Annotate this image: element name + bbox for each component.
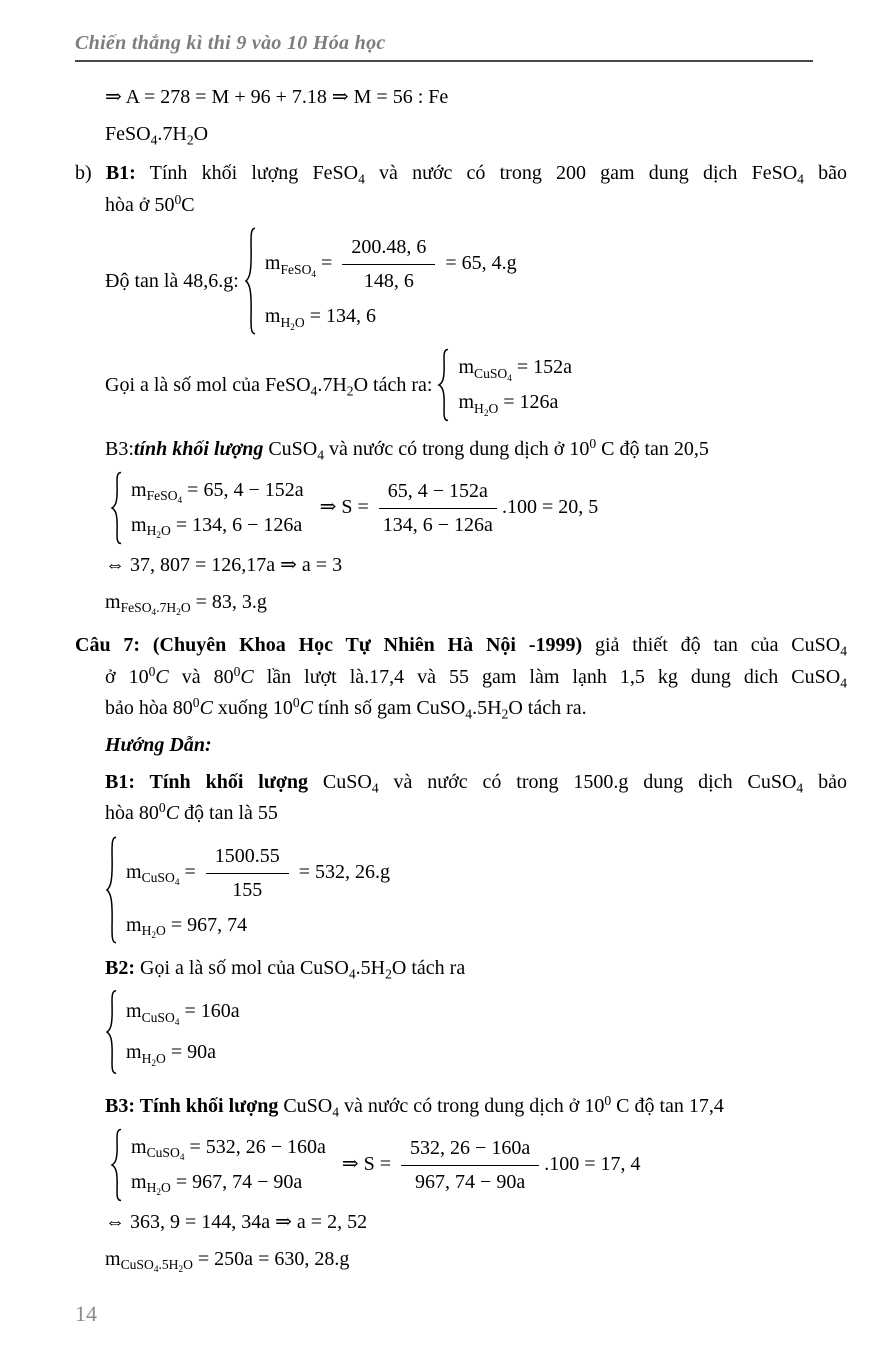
case-row: $m_{CuSO_4} = 152a$ [458, 356, 573, 383]
case-row: $m_{CuSO_4} = 532$, 26 − 160a [131, 1135, 326, 1163]
mass-system [105, 835, 845, 945]
step-b2-line: B2: Gọi a là số mol của $CuSO_4.5H_2O$ tách ra [105, 956, 466, 982]
cases-system [110, 1128, 326, 1202]
solubility-label: Độ tan là 48,6.g: [105, 269, 244, 292]
left-brace-icon [244, 226, 257, 336]
left-brace-icon [437, 348, 450, 422]
paragraph-line: bảo hòa $80^0C$ xuống $10^0C$ tính số gam $CuSO_4.5H_2O$ tách ra. [105, 695, 587, 722]
paragraph-line: hòa ở $50^0C$ [105, 191, 195, 216]
step-b3-heading: B3:tính khối lượng CuSO$_4$ và nước có trong dung dịch ở $10^0$ C độ tan 20,5 [105, 436, 709, 463]
step-b1-paragraph [75, 158, 845, 221]
case-row: $m_{H_2O} = 134$, 6 − 126a [131, 513, 303, 541]
left-brace-icon [105, 989, 118, 1075]
hydrate-formula-line: $FeSO_4.7H_2O$ [105, 122, 209, 147]
paragraph-line: hòa $80^0C$ độ tan là 55 [105, 800, 278, 825]
left-brace-icon [110, 1128, 123, 1202]
left-brace-icon [105, 835, 118, 945]
cases-system [437, 348, 572, 422]
hydrate-mass-result: $m_{FeSO_4.7H_2O} = 83$, 3.g [105, 590, 267, 617]
cases-rows [123, 471, 304, 545]
cases-rows [123, 1128, 326, 1202]
cases-system [244, 226, 517, 336]
cases-rows [118, 835, 390, 945]
case-row: $m_{H_2O} = 967$, 74 [126, 913, 248, 941]
cases-system [105, 989, 240, 1075]
cases-system [105, 835, 390, 945]
solubility-equation-system [110, 471, 845, 545]
cases-system [110, 471, 304, 545]
case-row: $m_{H_2O} = 90a$ [126, 1041, 216, 1068]
case-row: $m_{H_2O} = 134$, 6 [264, 305, 376, 332]
header-rule [75, 60, 813, 62]
equation-solve-a: ⇔ 37, 807 = 126,17a ⇒ a = 3 [105, 553, 343, 576]
case-row: $m_{FeSO_4} = 65$, 4 − 152a [131, 478, 304, 506]
step-b3-line: B3: Tính khối lượng CuSO$_4$ và nước có trong dung dịch ở $10^0$ C độ tan 17,4 [105, 1093, 724, 1120]
cases-rows [118, 989, 240, 1075]
case-row: $m_{FeSO_4}$ = $\frac{200.48, 6}{148, 6}$ = 65, 4.g [257, 228, 517, 299]
left-brace-icon [110, 471, 123, 545]
case-row: $m_{H_2O} = 126a$ [458, 391, 559, 418]
solubility-result-expression: ⇒ S = $\frac{65, 4 - 152a}{134, 6 - 126a}$ .100 = 20, 5 [320, 476, 599, 539]
case-row: $m_{CuSO_4}$ = $\frac{1500.55}{155}$ = 532, 26.g [118, 837, 390, 908]
solution-guide-heading: Hướng Dẫn: [105, 733, 212, 756]
case-row: $m_{CuSO_4} = 160a$ [126, 1000, 240, 1027]
paragraph-line: Câu 7: (Chuyên Khoa Học Tự Nhiên Hà Nội -1999) giả thiết độ tan của CuSO$_4$ [75, 634, 848, 659]
page-number: 14 [75, 1301, 97, 1327]
mol-system [105, 989, 845, 1075]
mol-assumption-label: Gọi a là số mol của $FeSO_4.7H_2O$ tách ra: [105, 373, 438, 399]
paragraph-line: B1: Tính khối lượng CuSO$_4$ và nước có trong 1500.g dung dịch CuSO$_4$ bảo [105, 770, 847, 795]
solubility-result-expression-2: ⇒ S = $\frac{532, 26 - 160a}{967, 74 - 90a}$ .100 = 17, 4 [342, 1133, 641, 1196]
paragraph-line: ở $10^0C$ và $80^0C$ lần lượt là.17,4 và 55 gam làm lạnh 1,5 kg dung dich CuSO$_4$ [105, 663, 847, 691]
paragraph-line: b) B1: Tính khối lượng FeSO$_4$ và nước có trong 200 gam dung dịch FeSO$_4$ bão [75, 162, 847, 187]
cases-rows [450, 348, 572, 422]
solubility-equation-system-2 [110, 1128, 845, 1202]
hydrate-mass-result-2: $m_{CuSO_4.5H_2O} = 250a = 630$, 28.g [105, 1247, 350, 1274]
solubility-system-line [105, 226, 845, 336]
equation-solve-a-2: ⇔ 363, 9 = 144, 34a ⇒ a = 2, 52 [105, 1210, 368, 1233]
step-b1-cau7-paragraph [75, 767, 845, 830]
equation-molar-mass: ⇒ A = 278 = M + 96 + 7.18 ⇒ M = 56 : Fe [105, 86, 449, 108]
cases-rows [257, 226, 517, 336]
page-header-title: Chiến thắng kì thi 9 vào 10 Hóa học [75, 32, 386, 54]
mol-assumption-line [105, 348, 845, 422]
case-row: $m_{H_2O} = 967$, 74 − 90a [131, 1170, 303, 1198]
problem-cau7-paragraph [75, 630, 848, 725]
